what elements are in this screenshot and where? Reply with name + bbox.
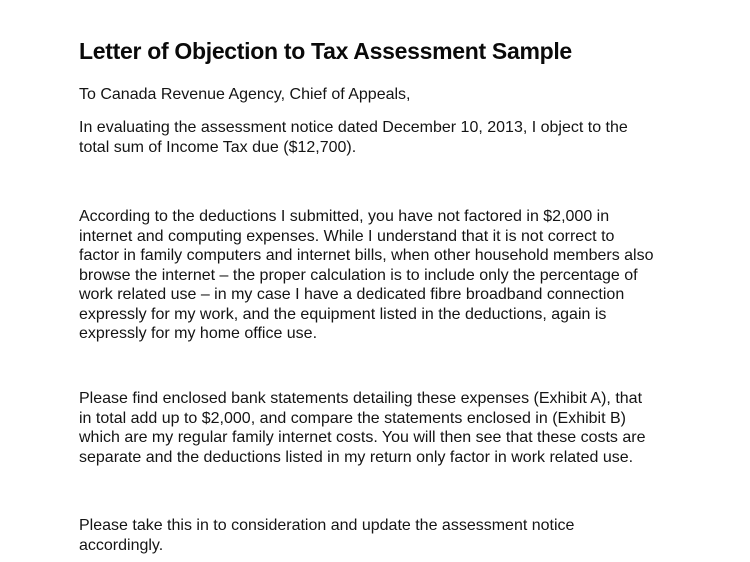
paragraph-assessment-objection [79, 118, 628, 157]
paragraph-line: expressly for my work, and the equipment listed in the deductions, again is [79, 305, 607, 323]
paragraph-line: Please find enclosed bank statements detailing these expenses (Exhibit A), that [79, 390, 643, 407]
paragraph-line: browse the internet – the proper calculation is to include only the percentage of [79, 266, 638, 284]
paragraph-line: in total add up to $2,000, and compare the statements enclosed in (Exhibit B) [79, 409, 626, 427]
paragraph-line: work related use – in my case I have a dedicated fibre broadband connection [79, 286, 625, 303]
paragraph-line: which are my regular family internet costs. You will then see that these costs are [79, 429, 646, 446]
paragraph-line: Please take this in to consideration and update the assessment notice [79, 517, 575, 534]
paragraph-line: total sum of Income Tax due ($12,700). [79, 138, 357, 156]
paragraph-line: internet and computing expenses. While I understand that it is not correct to [79, 227, 615, 245]
document-title: Letter of Objection to Tax Assessment Sample [79, 38, 572, 64]
paragraph-line: According to the deductions I submitted, you have not factored in $2,000 in [79, 208, 610, 225]
paragraph-line: accordingly. [79, 536, 164, 554]
paragraph-line: factor in family computers and internet bills, when other household members also [79, 247, 654, 264]
salutation: To Canada Revenue Agency, Chief of Appeals, [79, 86, 411, 103]
paragraph-line: separate and the deductions listed in my return only factor in work related use. [79, 448, 634, 466]
paragraph-deductions [79, 207, 654, 344]
paragraph-line: expressly for my home office use. [79, 325, 318, 342]
paragraph-exhibits [79, 389, 646, 467]
paragraph-line: In evaluating the assessment notice dated December 10, 2013, I object to the [79, 119, 628, 136]
paragraph-closing-request [79, 516, 574, 555]
